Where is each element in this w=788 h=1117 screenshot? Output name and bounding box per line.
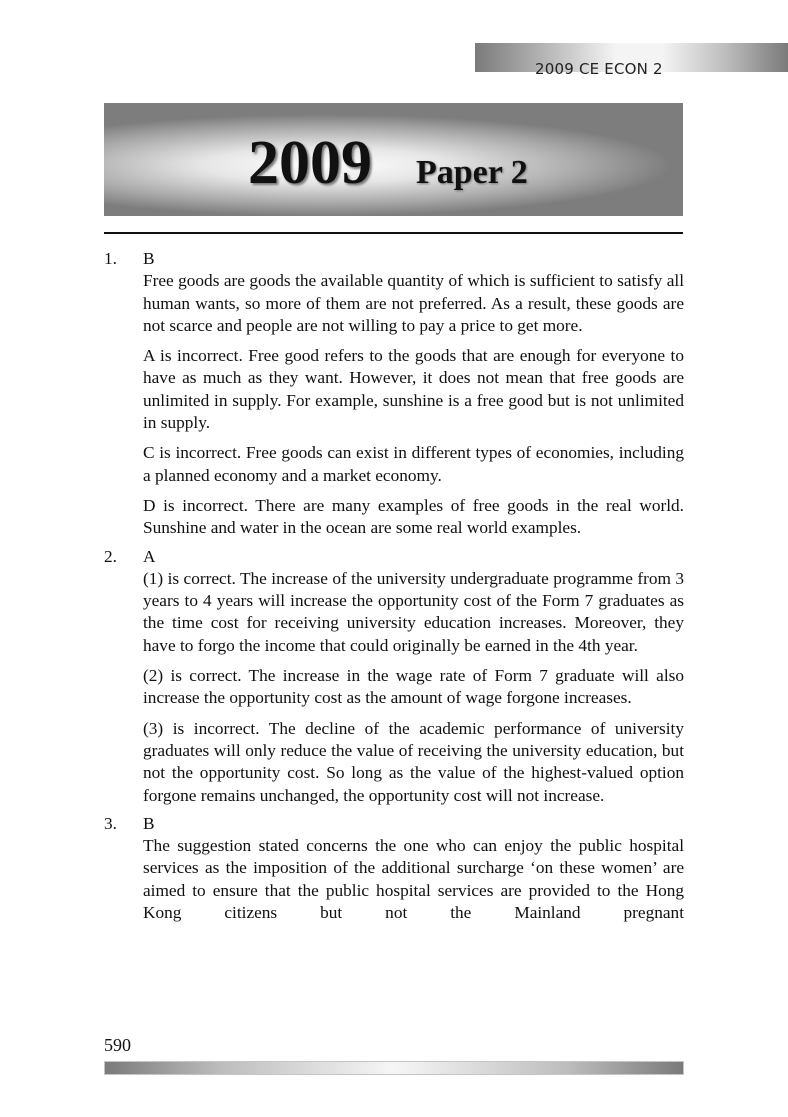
title-paper: Paper 2: [416, 154, 528, 191]
question-number: 3.: [104, 813, 117, 833]
answer-item-1: [104, 248, 684, 540]
explanation-paragraph: C is incorrect. Free goods can exist in different types of economies, including a planned economy and a market economy.: [143, 443, 684, 485]
title-divider: [104, 232, 683, 234]
explanation-paragraph: (1) is correct. The increase of the university undergraduate programme from 3 years to 4 years will increase the opportunity cost of the Form 7 graduates as the time cost for receiving university education increases. Moreover, they have to forgo the income that could originally be earned in the 4th year.: [143, 568, 684, 655]
title-banner: [104, 103, 683, 216]
explanation-paragraph: Free goods are goods the available quantity of which is sufficient to satisfy all human wants, so more of them are not preferred. As a result, these goods are not scarce and people are not willing to pay a price to get more.: [143, 271, 684, 335]
explanation-paragraph: The suggestion stated concerns the one who can enjoy the public hospital services as the imposition of the additional surcharge ‘on these women’ are aimed to ensure that the public hospital services are provided to the Hong Kong citizens but not the Mainland pregnant: [143, 836, 684, 923]
question-number: 2.: [104, 546, 117, 566]
answer-item-2: [104, 546, 684, 807]
footer-gradient-bar: [104, 1061, 684, 1075]
explanation-paragraph: (3) is incorrect. The decline of the academic performance of university graduates will only reduce the value of receiving the university education, but not the opportunity cost. So long as the value of the highest-valued option forgone remains unchanged, the opportunity cost will not increase.: [143, 718, 684, 805]
explanation-paragraph: (2) is correct. The increase in the wage rate of Form 7 graduate will also increase the opportunity cost as the amount of wage forgone increases.: [143, 666, 684, 708]
answer-letter: B: [143, 813, 155, 833]
answer-item-3: [104, 813, 684, 924]
answer-list: [104, 248, 684, 930]
title-year: 2009: [248, 129, 372, 197]
explanation-paragraph: A is incorrect. Free good refers to the goods that are enough for everyone to have as much as they want. However, it does not mean that free goods are unlimited in supply. For example, sunshine is a free good but is not unlimited in supply.: [143, 346, 684, 433]
answer-letter: A: [143, 546, 156, 566]
page-number: 590: [104, 1035, 131, 1055]
question-number: 1.: [104, 249, 117, 268]
running-title: 2009 CE ECON 2: [535, 60, 663, 78]
answer-letter: B: [143, 249, 155, 268]
explanation-paragraph: D is incorrect. There are many examples of free goods in the real world. Sunshine and water in the ocean are some real world examples.: [143, 495, 684, 538]
